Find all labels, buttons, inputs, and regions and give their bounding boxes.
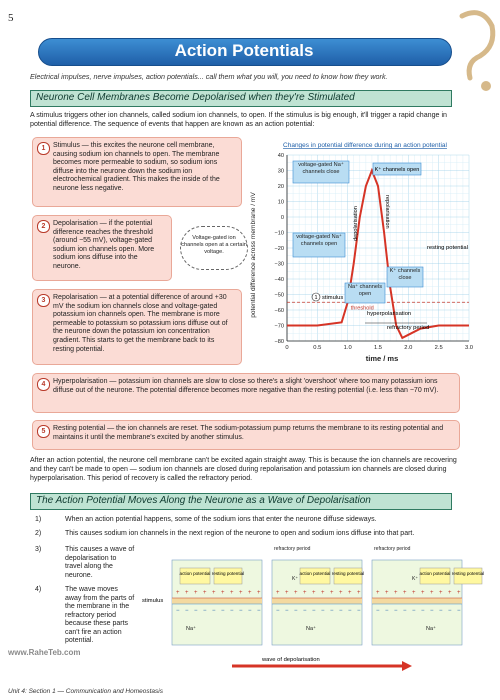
membrane-strip <box>372 598 462 604</box>
diagram-action-label: action potential <box>179 571 211 576</box>
stage-box-depolarisation <box>32 215 172 281</box>
step-text: This causes a wave of depolarisation to travel along the neurone. <box>65 546 135 579</box>
charge-sign: + <box>276 590 280 596</box>
page-footer: Unit 4: Section 1 — Communication and Homeostasis <box>8 688 163 695</box>
charge-sign: − <box>348 608 352 614</box>
charge-sign: + <box>321 590 325 596</box>
y-tick-label: 40 <box>277 153 284 159</box>
stage-number: 2 <box>37 220 50 233</box>
x-tick-label: 1.0 <box>343 345 352 351</box>
charge-sign: − <box>403 608 407 614</box>
stage-text: Hyperpolarisation — potassium ion channels are slow to close so there's a slight 'overshoot' where too many potassium ions diffuse out of the neurone. The potential difference becomes more negative than the resting potential (i.e. less than −70 mV). <box>53 378 439 394</box>
y-tick-label: −70 <box>274 323 284 330</box>
section1-lead: A stimulus triggers other ion channels, called sodium ion channels, to open. If the stimulus is big enough, it'll trigger a rapid change in potential difference. The sequence of events that happen are known as an action potential: <box>30 111 447 128</box>
stage-number: 4 <box>37 378 50 391</box>
diagram-action-label: action potential <box>299 571 331 576</box>
charge-sign: + <box>230 590 234 596</box>
charge-sign: + <box>203 590 207 596</box>
callout-na-open-2: Na⁺ channels open <box>347 284 383 297</box>
page-title: Action Potentials <box>174 41 314 60</box>
annotation-hyperpolarisation: hyperpolarisation <box>367 311 412 317</box>
callout-na-close: voltage-gated Na⁺ channels close <box>298 162 344 175</box>
annotation-repolarisation: repolarisation <box>384 195 390 229</box>
charge-sign: − <box>412 608 416 614</box>
charge-sign: − <box>339 608 343 614</box>
charge-sign: + <box>439 590 443 596</box>
step-number: 2) <box>35 530 42 537</box>
page-number: 5 <box>8 12 14 24</box>
callout-na-open: voltage-gated Na⁺ channels open <box>296 234 342 247</box>
charge-sign: − <box>294 608 298 614</box>
y-tick-label: 30 <box>277 168 284 175</box>
charge-sign: − <box>212 608 216 614</box>
diagram-refractory-label: refractory period <box>274 546 311 552</box>
charge-sign: − <box>385 608 389 614</box>
charge-sign: − <box>194 608 198 614</box>
thought-cloud: Voltage-gated ion channels open at a certain voltage. <box>180 226 248 270</box>
stage-box-stimulus <box>32 137 242 207</box>
y-tick-labels <box>275 153 285 345</box>
y-axis-label: potential difference across membrane / mV <box>250 192 257 318</box>
step-number: 3) <box>35 546 42 553</box>
charge-sign: − <box>230 608 234 614</box>
charge-sign: + <box>348 590 352 596</box>
callout-k-close: K⁺ channels close <box>389 268 421 281</box>
charge-sign: + <box>448 590 452 596</box>
charge-sign: − <box>203 608 207 614</box>
charge-sign: + <box>294 590 298 596</box>
step-text: The wave moves away from the parts of the membrane in the refractory period because these parts can't fire an action potential. <box>65 586 135 644</box>
y-tick-label: 10 <box>277 199 284 206</box>
charge-sign: + <box>221 590 225 596</box>
diagram-resting-label: resting potential <box>451 571 485 576</box>
x-tick-label: 0 <box>285 345 289 351</box>
charge-sign: + <box>339 590 343 596</box>
charge-sign: − <box>376 608 380 614</box>
charge-sign: + <box>403 590 407 596</box>
callout-k-open: K⁺ channels open <box>374 167 420 173</box>
charge-sign: + <box>385 590 389 596</box>
step-text: This causes sodium ion channels in the next region of the neurone to open and sodium ions diffuse into that part. <box>65 530 415 537</box>
y-tick-label: −60 <box>274 308 284 314</box>
intro-text: Electrical impulses, nerve impulses, action potentials... call them what you will, you need to know how they work. <box>30 72 388 81</box>
diagram-wave-label: wave of depolarisation <box>262 657 320 663</box>
diagram-resting-label: resting potential <box>211 571 245 576</box>
charge-sign: + <box>394 590 398 596</box>
stage-box-hyperpolarisation <box>32 373 460 413</box>
action-potential-chart <box>247 137 477 365</box>
threshold-label: threshold <box>350 305 374 312</box>
watermark: www.RaheTeb.com <box>8 648 81 657</box>
charge-sign: + <box>303 590 307 596</box>
step-number: 4) <box>35 586 42 593</box>
charge-sign: + <box>421 590 425 596</box>
diagram-na-label: Na⁺ <box>186 626 196 632</box>
charge-sign: + <box>212 590 216 596</box>
section1-heading: Neurone Cell Membranes Become Depolarised when they're Stimulated <box>36 92 355 103</box>
diagram-action-label: action potential <box>419 571 451 576</box>
chart-title: Changes in potential difference during an action potential <box>283 142 447 149</box>
publisher-logo <box>452 6 500 106</box>
charge-sign: + <box>176 590 180 596</box>
charge-sign: + <box>312 590 316 596</box>
stage-box-repolarisation <box>32 289 242 365</box>
depolarisation-wave-diagram <box>142 538 485 668</box>
charge-sign: + <box>457 590 461 596</box>
charge-sign: − <box>221 608 225 614</box>
charge-sign: + <box>412 590 416 596</box>
stage-text: Depolarisation — if the potential difference reaches the threshold (around −55 mV), voltage-gated sodium ion channels open. More sodium ions diffuse into the neurone. <box>53 220 155 270</box>
x-tick-label: 2.0 <box>404 345 413 351</box>
y-tick-label: −80 <box>274 339 284 345</box>
membrane-strip <box>172 598 262 604</box>
charge-sign: + <box>357 590 361 596</box>
diagram-k-label: K⁺ <box>412 576 418 582</box>
x-tick-label: 1.5 <box>373 345 383 351</box>
x-tick-labels <box>285 345 473 351</box>
stage-text: Resting potential — the ion channels are reset. The sodium-potassium pump returns the membrane to its resting potential and maintains it until the membrane's excited by another stimulus. <box>53 425 444 441</box>
charge-sign: − <box>421 608 425 614</box>
annotation-stimulus: stimulus <box>322 295 344 301</box>
stage-number: 5 <box>37 425 50 438</box>
y-tick-label: −30 <box>274 261 284 268</box>
y-tick-label: −10 <box>274 230 284 237</box>
y-tick-label: 20 <box>277 184 284 190</box>
membrane-strip <box>272 598 362 604</box>
stage-number: 1 <box>37 142 50 155</box>
y-tick-label: −50 <box>274 292 284 299</box>
x-tick-label: 3.0 <box>464 345 474 351</box>
charge-sign: + <box>239 590 243 596</box>
x-axis-label: time / ms <box>365 354 399 363</box>
step-text: When an action potential happens, some of the sodium ions that enter the neurone diffuse sideways. <box>65 516 377 523</box>
diagram-refractory-label: refractory period <box>374 546 411 552</box>
charge-sign: − <box>185 608 189 614</box>
stage-text: Stimulus — this excites the neurone cell membrane, causing sodium ion channels to open. The membrane becomes more permeable to sodium, so sodium ions diffuse into the neurone down the sodium ion electrochemical gradient. This makes the inside of the neurone less negative. <box>53 142 220 192</box>
diagram-resting-label: resting potential <box>331 571 365 576</box>
charge-sign: − <box>257 608 261 614</box>
refractory-paragraph: After an action potential, the neurone cell membrane can't be excited again straight away. This is because the ion channels are recovering and they can't be made to open — sodium ion channels are closed during repolarisation and potassium ion channels are closed during hyperpolarisation. This period of recovery is called the refractory period. <box>30 457 457 482</box>
charge-sign: − <box>248 608 252 614</box>
y-tick-label: 0 <box>280 215 284 221</box>
charge-sign: − <box>285 608 289 614</box>
charge-sign: − <box>276 608 280 614</box>
annotation-depolarisation: depolarisation <box>353 206 359 241</box>
charge-sign: − <box>457 608 461 614</box>
charge-sign: − <box>239 608 243 614</box>
charge-sign: − <box>303 608 307 614</box>
annotation-resting: resting potential <box>427 245 468 251</box>
charge-sign: − <box>357 608 361 614</box>
diagram-na-label: Na⁺ <box>426 626 436 632</box>
x-tick-label: 2.5 <box>434 345 443 351</box>
charge-sign: + <box>185 590 189 596</box>
charge-sign: + <box>376 590 380 596</box>
charge-sign: + <box>257 590 261 596</box>
stage-box-resting <box>32 420 460 450</box>
annotation-refractory: refractory period <box>387 325 430 331</box>
diagram-panels <box>172 546 484 645</box>
charge-sign: − <box>394 608 398 614</box>
y-tick-label: −40 <box>274 277 284 283</box>
section2-heading: The Action Potential Moves Along the Neurone as a Wave of Depolarisation <box>36 495 371 506</box>
charge-sign: + <box>248 590 252 596</box>
x-tick-label: 0.5 <box>313 345 322 351</box>
y-tick-label: −20 <box>274 246 284 252</box>
diagram-k-label: K⁺ <box>292 576 298 582</box>
step-number: 1) <box>35 516 42 523</box>
charge-sign: + <box>430 590 434 596</box>
charge-sign: + <box>285 590 289 596</box>
diagram-stimulus: stimulus <box>142 598 164 604</box>
charge-sign: − <box>321 608 325 614</box>
diagram-na-label: Na⁺ <box>306 626 316 632</box>
stage-marker-label: 1 <box>314 295 318 301</box>
wave-arrow-head <box>402 661 412 671</box>
charge-sign: − <box>312 608 316 614</box>
charge-sign: + <box>194 590 198 596</box>
stage-text: Repolarisation — at a potential difference of around +30 mV the sodium ion channels close and voltage-gated potassium ion channels open. The membrane is more permeable to potassium so potassium ions diffuse out of the neurone down the potassium ion concentration gradient. This starts to get the membrane back to its resting potential. <box>53 294 228 353</box>
charge-sign: − <box>330 608 334 614</box>
charge-sign: − <box>176 608 180 614</box>
charge-sign: − <box>448 608 452 614</box>
stage-number: 3 <box>37 294 50 307</box>
charge-sign: − <box>430 608 434 614</box>
charge-sign: − <box>439 608 443 614</box>
charge-sign: + <box>330 590 334 596</box>
